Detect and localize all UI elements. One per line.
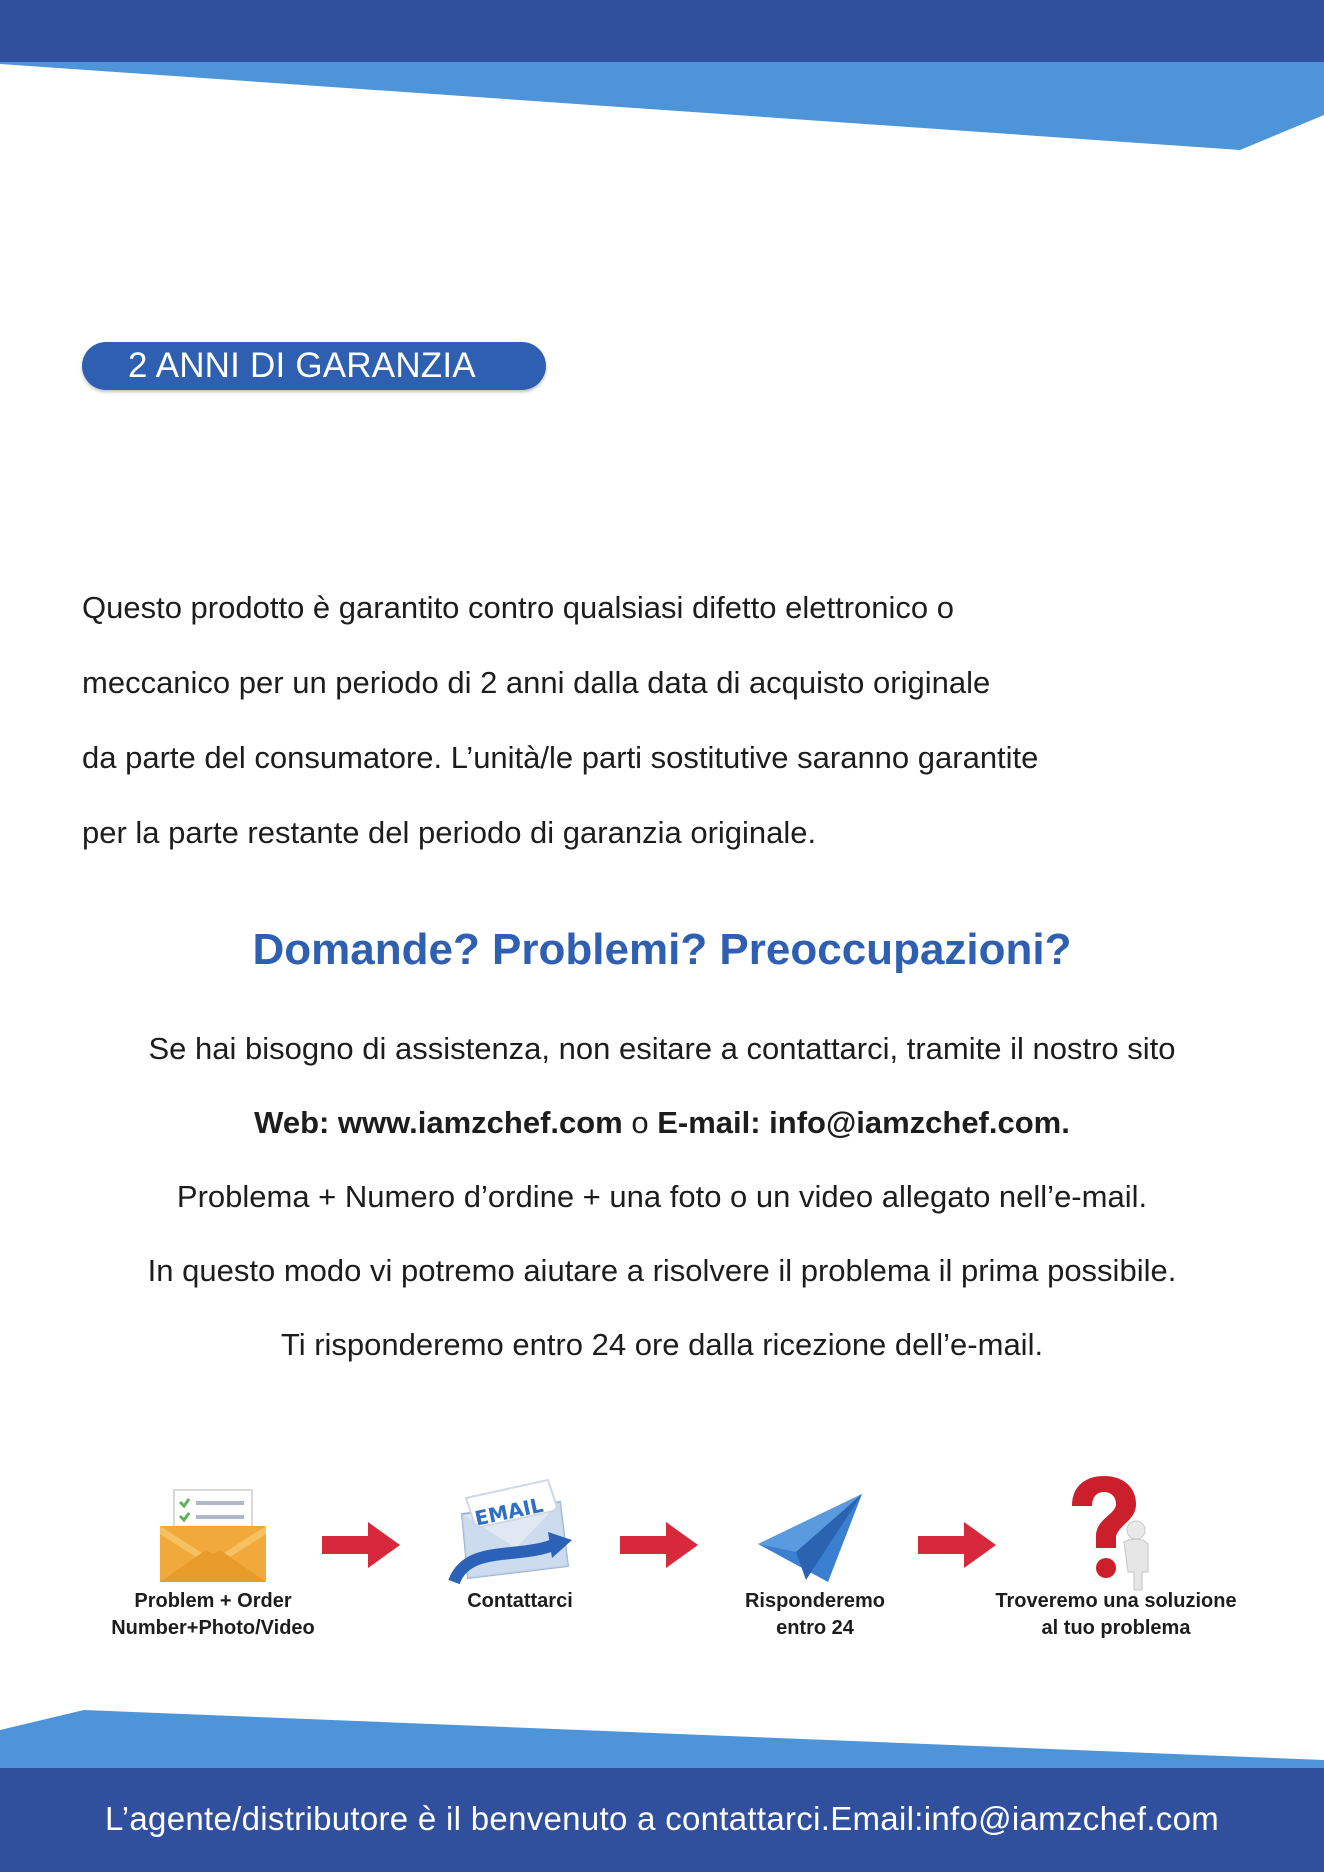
contact-line xyxy=(0,1086,1324,1160)
step-label-line: Troveremo una soluzione xyxy=(995,1590,1237,1612)
step-label-line: Risponderemo xyxy=(744,1590,886,1612)
step-label-line: Problem + Order xyxy=(134,1590,292,1612)
help-line: Ti risponderemo entro 24 ore dalla ricezione dell’e-mail. xyxy=(280,1327,1044,1362)
step-label xyxy=(78,1588,348,1642)
email-envelope-icon xyxy=(448,1474,574,1594)
help-line: Problema + Numero d’ordine + una foto o un video allegato nell’e-mail. xyxy=(176,1179,1148,1214)
website-link[interactable]: Web: www.iamzchef.com xyxy=(254,1105,623,1140)
help-text xyxy=(0,1012,1324,1382)
arrow-right-icon xyxy=(322,1522,400,1568)
help-heading: Domande? Problemi? Preoccupazioni? xyxy=(252,925,1072,974)
question-mark-person-icon xyxy=(1064,1476,1156,1592)
email-link[interactable]: E-mail: info@iamzchef.com. xyxy=(657,1105,1070,1140)
step-label-line: Contattarci xyxy=(467,1590,573,1612)
step-label xyxy=(400,1588,640,1615)
footer-contact-text: L’agente/distributore è il benvenuto a contattarci.Email:info@iamzchef.com xyxy=(104,1800,1220,1837)
step-label xyxy=(966,1588,1266,1642)
arrow-right-icon xyxy=(918,1522,996,1568)
envelope-list-icon xyxy=(158,1488,268,1584)
warranty-line: meccanico per un periodo di 2 anni dalla data di acquisto originale xyxy=(82,665,991,700)
warranty-line: Questo prodotto è garantito contro qualsiasi difetto elettronico o xyxy=(82,590,954,625)
step-label-line: Number+Photo/Video xyxy=(111,1617,315,1639)
warranty-badge: 2 ANNI DI GARANZIA xyxy=(82,342,546,390)
header-band xyxy=(0,0,1324,160)
warranty-paragraph xyxy=(82,570,1262,870)
warranty-line: per la parte restante del periodo di garanzia originale. xyxy=(82,815,817,850)
footer-band xyxy=(0,1700,1324,1872)
svg-text:EMAIL: EMAIL xyxy=(472,1492,546,1531)
help-line: Se hai bisogno di assistenza, non esitare a contattarci, tramite il nostro sito xyxy=(148,1031,1176,1066)
paper-plane-icon xyxy=(758,1494,862,1582)
step-label-line: entro 24 xyxy=(776,1617,854,1639)
step-label-line: al tuo problema xyxy=(1041,1617,1191,1639)
connector-text: o xyxy=(622,1105,658,1140)
arrow-right-icon xyxy=(620,1522,698,1568)
warranty-line: da parte del consumatore. L’unità/le parti sostitutive saranno garantite xyxy=(82,740,1039,775)
help-line: In questo modo vi potremo aiutare a risolvere il problema il prima possibile. xyxy=(147,1253,1177,1288)
step-label xyxy=(690,1588,940,1642)
